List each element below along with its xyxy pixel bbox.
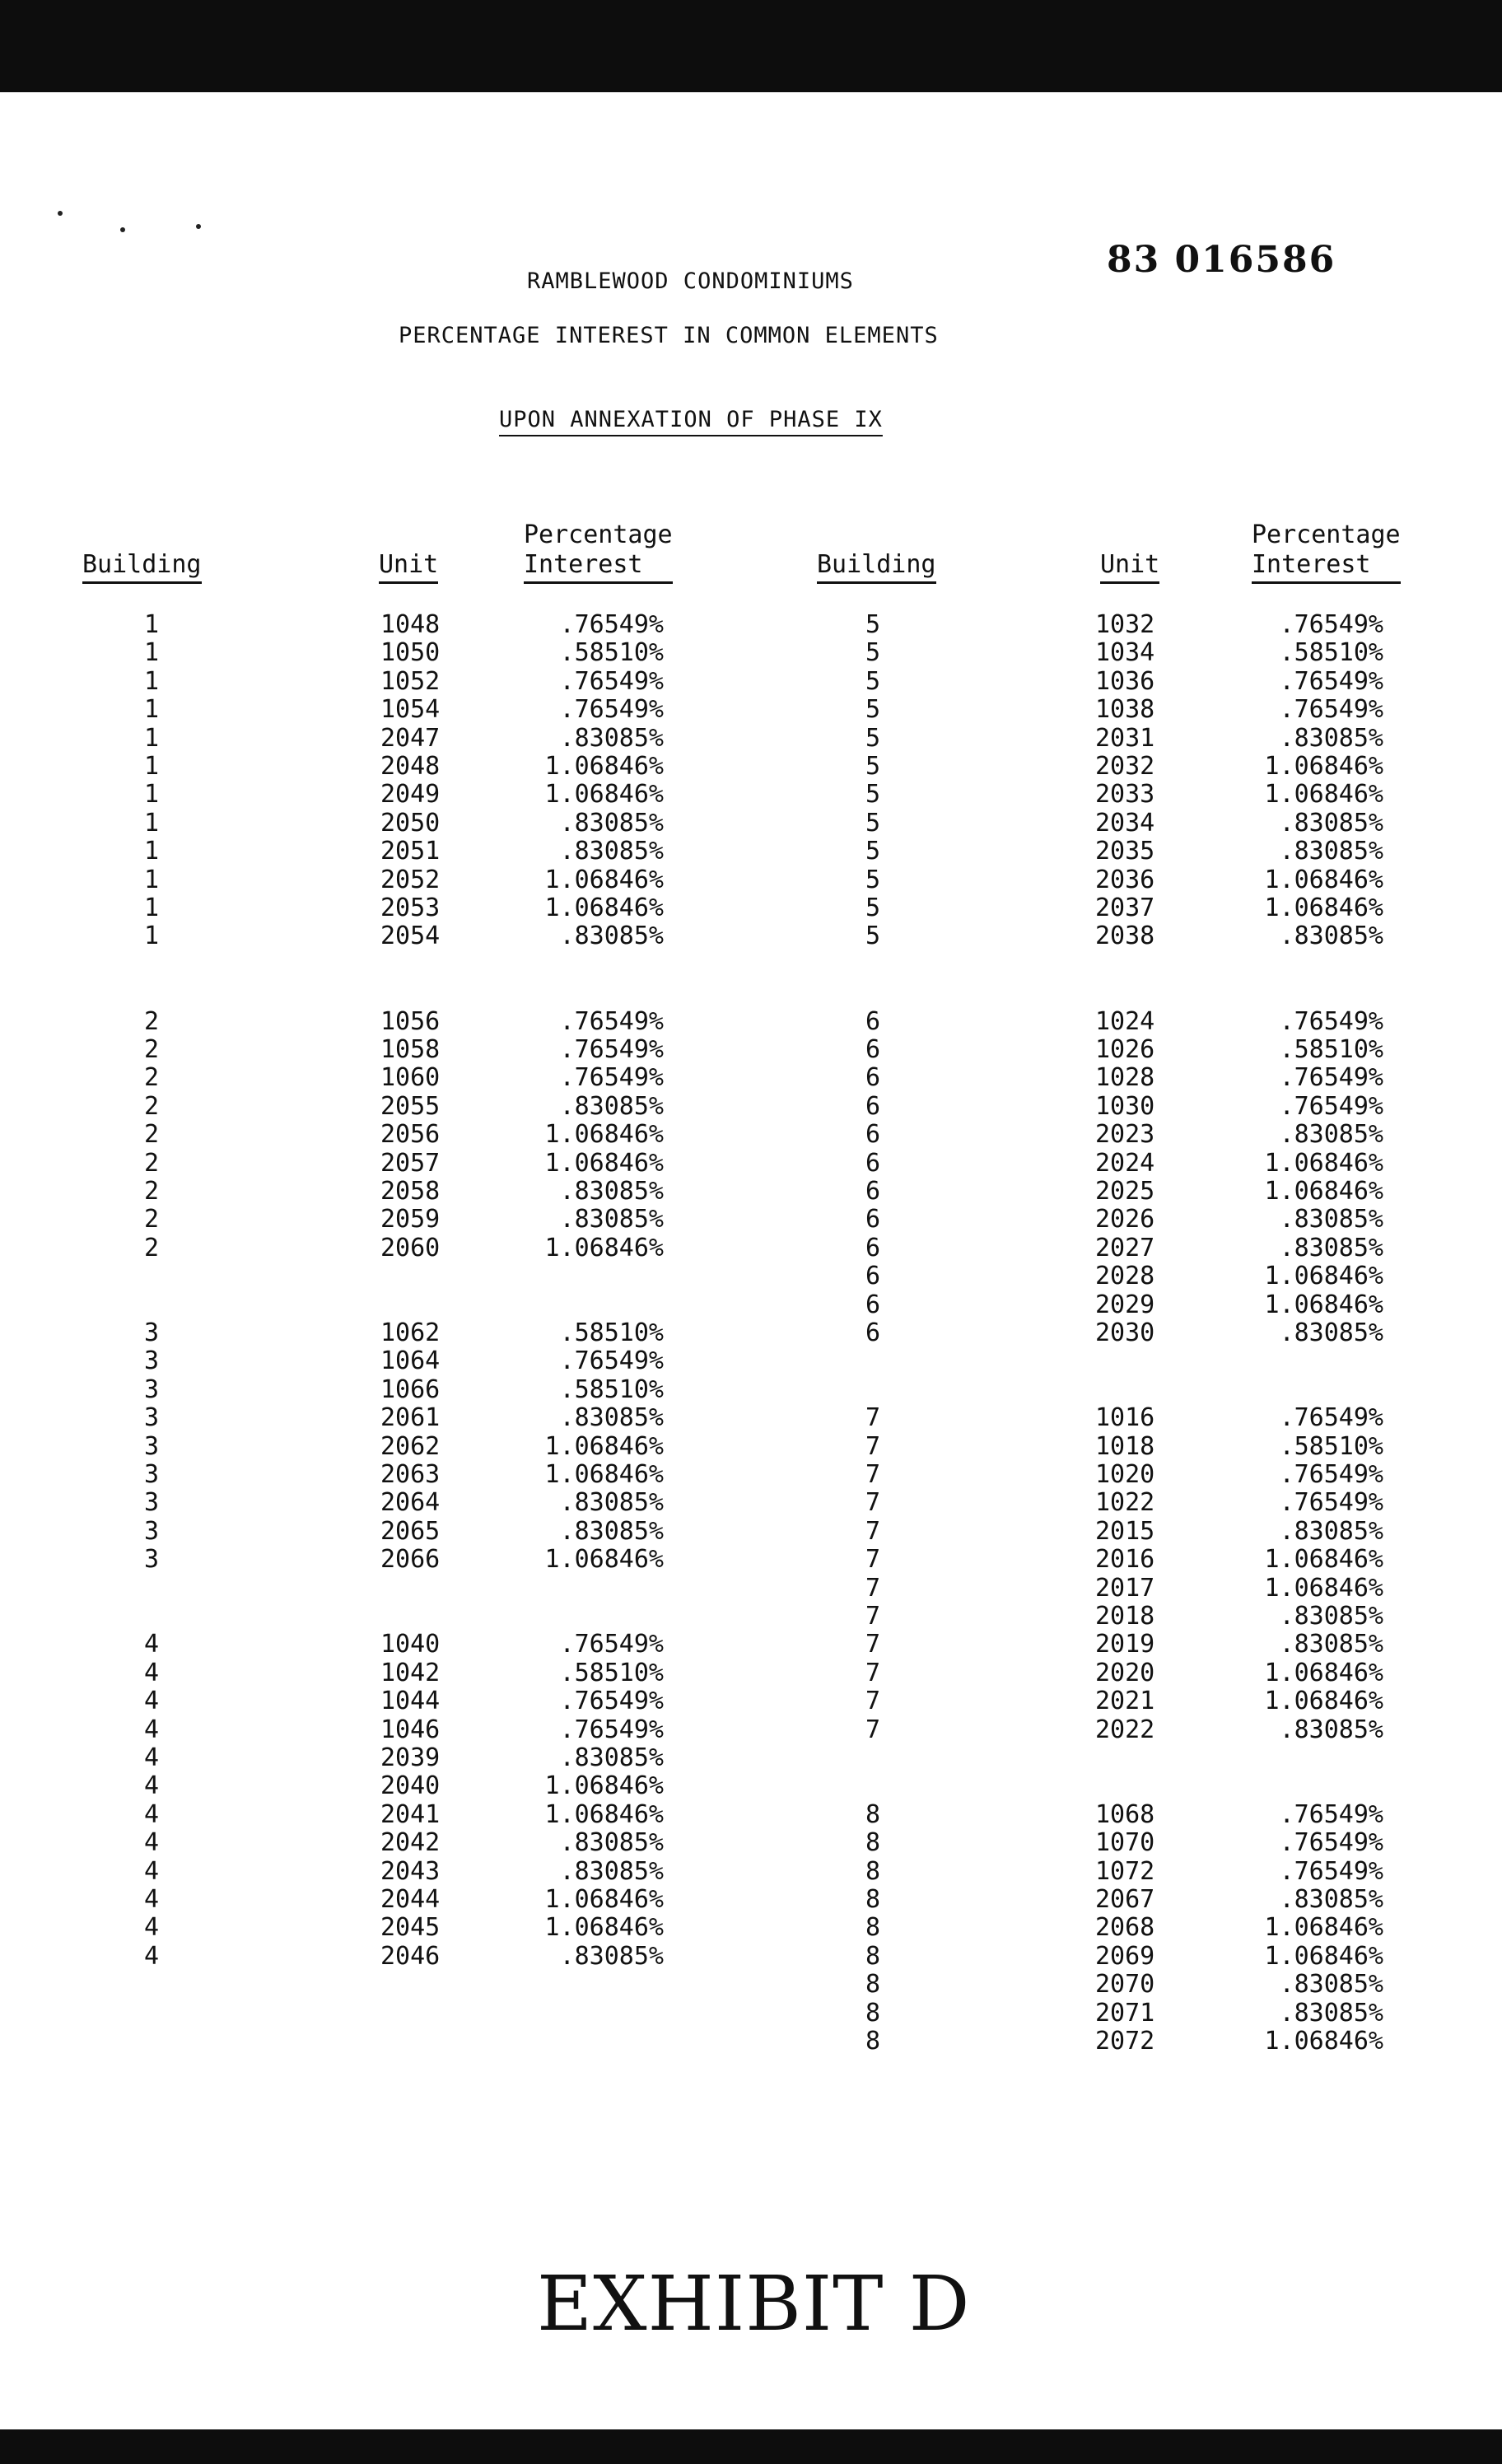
right-row-unit-cell: 2034 [1095, 808, 1155, 838]
left-row-percentage-cell: .76549% [559, 610, 664, 639]
left-row-percentage-cell: 1.06846% [544, 1771, 664, 1801]
left-row-percentage-cell: .76549% [559, 666, 664, 696]
right-row-building-cell: 6 [865, 1205, 881, 1234]
right-row-percentage-cell: .76549% [1279, 1006, 1383, 1036]
header-building-right: Building [817, 550, 936, 584]
left-row-percentage-cell: 1.06846% [544, 894, 664, 922]
left-row-building-cell: 1 [143, 894, 160, 922]
left-row-unit-cell: 1050 [380, 638, 441, 668]
right-row-percentage-cell: .58510% [1279, 1035, 1383, 1064]
title-line-3: UPON ANNEXATION OF PHASE IX [499, 407, 883, 432]
scan-speck [58, 211, 63, 216]
right-row-percentage-cell: .76549% [1279, 666, 1383, 696]
left-row-unit-cell: 2055 [380, 1091, 441, 1121]
right-row-unit-cell: 2019 [1095, 1630, 1155, 1659]
right-row-building-cell: 7 [865, 1460, 881, 1489]
left-row-building-cell: 2 [143, 1148, 160, 1178]
right-row-unit-cell: 1016 [1095, 1403, 1155, 1433]
right-row-percentage-cell: .76549% [1279, 1488, 1383, 1518]
right-row-percentage-cell: .83085% [1279, 1318, 1383, 1347]
right-row-building-cell: 8 [865, 1799, 881, 1829]
right-row-unit-cell: 2067 [1095, 1885, 1155, 1914]
left-row-percentage-cell: .76549% [559, 1630, 664, 1659]
left-row-building-cell: 1 [143, 922, 160, 951]
left-row-percentage-cell: 1.06846% [544, 1885, 664, 1914]
right-row-unit-cell: 2020 [1095, 1658, 1155, 1687]
right-row-building-cell: 5 [865, 695, 881, 725]
title-line-1: RAMBLEWOOD CONDOMINIUMS [527, 268, 854, 294]
right-row-unit-cell: 2023 [1095, 1120, 1155, 1150]
left-row-percentage-cell: .83085% [559, 1856, 664, 1886]
left-row-percentage-cell: 1.06846% [544, 1120, 664, 1150]
right-row-building-cell: 6 [865, 1148, 881, 1178]
right-row-building-cell: 8 [865, 1941, 881, 1971]
left-row-unit-cell: 2062 [380, 1431, 441, 1461]
left-row-unit-cell: 2057 [380, 1148, 441, 1178]
left-row-unit-cell: 2060 [380, 1233, 441, 1262]
left-row-unit-cell: 1052 [380, 666, 441, 696]
header-percentage-left: Percentage Interest [524, 520, 673, 584]
title-line-2: PERCENTAGE INTEREST IN COMMON ELEMENTS [399, 323, 939, 348]
header-unit-left: Unit [379, 550, 438, 584]
right-row-building-cell: 6 [865, 1290, 881, 1319]
right-row-unit-cell: 1072 [1095, 1856, 1155, 1886]
right-row-unit-cell: 2070 [1095, 1970, 1155, 2000]
right-row-unit-cell: 2029 [1095, 1290, 1155, 1319]
right-row-building-cell: 8 [865, 1856, 881, 1886]
header-building-left: Building [82, 550, 202, 584]
left-row-building-cell: 1 [143, 780, 160, 810]
left-row-unit-cell: 2054 [380, 922, 441, 951]
right-row-unit-cell: 2016 [1095, 1545, 1155, 1575]
left-row-percentage-cell: .83085% [559, 922, 664, 951]
right-row-percentage-cell: .83085% [1279, 1998, 1383, 2028]
left-row-building-cell: 3 [143, 1346, 160, 1376]
right-row-unit-cell: 1026 [1095, 1035, 1155, 1064]
right-row-unit-cell: 1018 [1095, 1431, 1155, 1461]
right-row-percentage-cell: 1.06846% [1264, 1177, 1383, 1206]
right-row-unit-cell: 2018 [1095, 1602, 1155, 1631]
left-row-building-cell: 1 [143, 666, 160, 696]
left-row-percentage-cell: 1.06846% [544, 1799, 664, 1829]
left-row-unit-cell: 2066 [380, 1545, 441, 1575]
right-row-percentage-cell: .76549% [1279, 1403, 1383, 1433]
right-row-percentage-cell: 1.06846% [1264, 1545, 1383, 1575]
scan-border-bottom [0, 2429, 1502, 2464]
right-row-unit-cell: 2068 [1095, 1913, 1155, 1943]
left-row-building-cell: 2 [143, 1233, 160, 1262]
left-row-percentage-cell: .83085% [559, 1177, 664, 1206]
left-row-percentage-cell: 1.06846% [544, 1913, 664, 1943]
scan-border-top [0, 0, 1502, 92]
left-row-unit-cell: 1042 [380, 1658, 441, 1687]
right-row-building-cell: 7 [865, 1687, 881, 1716]
right-row-percentage-cell: 1.06846% [1264, 865, 1383, 894]
left-row-building-cell: 4 [143, 1687, 160, 1716]
left-row-unit-cell: 2052 [380, 865, 441, 894]
right-row-percentage-cell: .83085% [1279, 808, 1383, 838]
right-row-unit-cell: 1038 [1095, 695, 1155, 725]
right-row-percentage-cell: .83085% [1279, 1715, 1383, 1744]
right-row-unit-cell: 1034 [1095, 638, 1155, 668]
left-row-building-cell: 4 [143, 1630, 160, 1659]
left-row-unit-cell: 2039 [380, 1743, 441, 1772]
right-row-unit-cell: 2027 [1095, 1233, 1155, 1262]
right-row-percentage-cell: .83085% [1279, 1885, 1383, 1914]
right-row-building-cell: 6 [865, 1035, 881, 1064]
left-row-building-cell: 4 [143, 1828, 160, 1858]
left-row-percentage-cell: .83085% [559, 1516, 664, 1546]
left-row-percentage-cell: .76549% [559, 1346, 664, 1376]
left-row-unit-cell: 2044 [380, 1885, 441, 1914]
left-row-building-cell: 1 [143, 610, 160, 639]
right-row-building-cell: 5 [865, 894, 881, 922]
right-row-unit-cell: 1022 [1095, 1488, 1155, 1518]
left-row-unit-cell: 2053 [380, 894, 441, 922]
left-row-building-cell: 3 [143, 1545, 160, 1575]
left-row-building-cell: 3 [143, 1318, 160, 1347]
right-row-building-cell: 6 [865, 1318, 881, 1347]
left-row-building-cell: 1 [143, 837, 160, 866]
left-row-unit-cell: 2046 [380, 1941, 441, 1971]
right-row-unit-cell: 2072 [1095, 2027, 1155, 2056]
left-row-building-cell: 4 [143, 1856, 160, 1886]
left-row-building-cell: 4 [143, 1941, 160, 1971]
right-row-unit-cell: 2036 [1095, 865, 1155, 894]
left-row-building-cell: 2 [143, 1091, 160, 1121]
left-row-percentage-cell: .58510% [559, 638, 664, 668]
left-row-percentage-cell: .58510% [559, 1374, 664, 1404]
right-row-unit-cell: 2033 [1095, 780, 1155, 810]
left-row-building-cell: 2 [143, 1120, 160, 1150]
left-row-percentage-cell: .76549% [559, 695, 664, 725]
right-row-percentage-cell: .83085% [1279, 837, 1383, 866]
left-row-building-cell: 2 [143, 1063, 160, 1093]
left-row-unit-cell: 2061 [380, 1403, 441, 1433]
left-row-percentage-cell: 1.06846% [544, 780, 664, 810]
left-row-percentage-cell: .83085% [559, 1941, 664, 1971]
left-row-unit-cell: 2041 [380, 1799, 441, 1829]
right-row-unit-cell: 2026 [1095, 1205, 1155, 1234]
left-row-unit-cell: 2048 [380, 752, 441, 781]
right-row-unit-cell: 1024 [1095, 1006, 1155, 1036]
right-row-building-cell: 8 [865, 1913, 881, 1943]
right-row-building-cell: 6 [865, 1233, 881, 1262]
right-row-building-cell: 7 [865, 1630, 881, 1659]
right-row-unit-cell: 1032 [1095, 610, 1155, 639]
left-row-unit-cell: 2063 [380, 1460, 441, 1489]
right-row-percentage-cell: .76549% [1279, 1091, 1383, 1121]
left-row-percentage-cell: 1.06846% [544, 1148, 664, 1178]
right-row-unit-cell: 1070 [1095, 1828, 1155, 1858]
right-row-percentage-cell: 1.06846% [1264, 1913, 1383, 1943]
left-row-percentage-cell: 1.06846% [544, 752, 664, 781]
left-row-building-cell: 3 [143, 1431, 160, 1461]
right-row-building-cell: 7 [865, 1516, 881, 1546]
right-row-building-cell: 6 [865, 1063, 881, 1093]
right-row-unit-cell: 2037 [1095, 894, 1155, 922]
left-row-unit-cell: 1058 [380, 1035, 441, 1064]
left-row-percentage-cell: 1.06846% [544, 1233, 664, 1262]
right-row-percentage-cell: 1.06846% [1264, 1573, 1383, 1603]
left-row-building-cell: 4 [143, 1771, 160, 1801]
left-row-building-cell: 2 [143, 1006, 160, 1036]
right-row-building-cell: 7 [865, 1431, 881, 1461]
right-row-building-cell: 7 [865, 1403, 881, 1433]
right-row-unit-cell: 1068 [1095, 1799, 1155, 1829]
right-row-building-cell: 5 [865, 723, 881, 753]
left-row-building-cell: 3 [143, 1374, 160, 1404]
right-row-percentage-cell: .83085% [1279, 1516, 1383, 1546]
right-row-building-cell: 5 [865, 666, 881, 696]
right-row-percentage-cell: .83085% [1279, 1602, 1383, 1631]
right-row-unit-cell: 2024 [1095, 1148, 1155, 1178]
right-row-percentage-cell: .58510% [1279, 1431, 1383, 1461]
left-row-building-cell: 1 [143, 638, 160, 668]
right-row-percentage-cell: 1.06846% [1264, 1262, 1383, 1291]
right-row-unit-cell: 1036 [1095, 666, 1155, 696]
right-row-building-cell: 5 [865, 808, 881, 838]
left-row-percentage-cell: 1.06846% [544, 1545, 664, 1575]
right-row-building-cell: 6 [865, 1006, 881, 1036]
right-row-percentage-cell: 1.06846% [1264, 1658, 1383, 1687]
right-row-building-cell: 5 [865, 922, 881, 951]
left-row-building-cell: 1 [143, 723, 160, 753]
document-number: 83 016586 [1107, 239, 1336, 281]
right-row-unit-cell: 2021 [1095, 1687, 1155, 1716]
left-row-percentage-cell: 1.06846% [544, 1431, 664, 1461]
exhibit-label: EXHIBIT D [537, 2260, 971, 2348]
left-row-unit-cell: 2043 [380, 1856, 441, 1886]
left-row-building-cell: 4 [143, 1658, 160, 1687]
header-percentage-right: Percentage Interest [1252, 520, 1401, 584]
left-row-unit-cell: 2059 [380, 1205, 441, 1234]
left-row-building-cell: 1 [143, 752, 160, 781]
right-row-building-cell: 7 [865, 1573, 881, 1603]
right-row-percentage-cell: .83085% [1279, 922, 1383, 951]
left-row-percentage-cell: .83085% [559, 1828, 664, 1858]
right-row-percentage-cell: .76549% [1279, 1799, 1383, 1829]
left-row-unit-cell: 2065 [380, 1516, 441, 1546]
left-row-unit-cell: 2047 [380, 723, 441, 753]
right-row-percentage-cell: 1.06846% [1264, 780, 1383, 810]
right-row-percentage-cell: .83085% [1279, 723, 1383, 753]
left-row-building-cell: 4 [143, 1913, 160, 1943]
right-row-unit-cell: 1020 [1095, 1460, 1155, 1489]
left-row-percentage-cell: .83085% [559, 1488, 664, 1518]
scan-speck [196, 224, 201, 229]
right-row-building-cell: 6 [865, 1120, 881, 1150]
right-row-unit-cell: 2035 [1095, 837, 1155, 866]
left-row-percentage-cell: .58510% [559, 1658, 664, 1687]
left-row-unit-cell: 1064 [380, 1346, 441, 1376]
left-row-unit-cell: 1054 [380, 695, 441, 725]
right-row-building-cell: 7 [865, 1545, 881, 1575]
left-row-building-cell: 3 [143, 1516, 160, 1546]
right-row-unit-cell: 2015 [1095, 1516, 1155, 1546]
right-row-percentage-cell: .76549% [1279, 1063, 1383, 1093]
right-row-unit-cell: 2030 [1095, 1318, 1155, 1347]
left-row-unit-cell: 2050 [380, 808, 441, 838]
right-row-unit-cell: 2032 [1095, 752, 1155, 781]
right-row-building-cell: 6 [865, 1177, 881, 1206]
right-row-percentage-cell: .83085% [1279, 1205, 1383, 1234]
right-row-building-cell: 5 [865, 837, 881, 866]
left-row-building-cell: 2 [143, 1205, 160, 1234]
left-row-percentage-cell: .83085% [559, 1743, 664, 1772]
right-row-building-cell: 8 [865, 2027, 881, 2056]
left-row-unit-cell: 2058 [380, 1177, 441, 1206]
right-row-percentage-cell: .83085% [1279, 1233, 1383, 1262]
left-row-unit-cell: 1046 [380, 1715, 441, 1744]
left-row-building-cell: 2 [143, 1177, 160, 1206]
right-row-percentage-cell: 1.06846% [1264, 2027, 1383, 2056]
right-row-building-cell: 5 [865, 865, 881, 894]
right-row-building-cell: 7 [865, 1658, 881, 1687]
left-row-percentage-cell: .76549% [559, 1006, 664, 1036]
right-row-percentage-cell: 1.06846% [1264, 1148, 1383, 1178]
left-row-percentage-cell: .83085% [559, 1205, 664, 1234]
left-row-building-cell: 4 [143, 1715, 160, 1744]
right-row-building-cell: 6 [865, 1091, 881, 1121]
right-row-percentage-cell: 1.06846% [1264, 1687, 1383, 1716]
right-row-percentage-cell: 1.06846% [1264, 752, 1383, 781]
left-row-percentage-cell: .76549% [559, 1035, 664, 1064]
left-row-unit-cell: 1044 [380, 1687, 441, 1716]
left-row-percentage-cell: .76549% [559, 1687, 664, 1716]
left-row-unit-cell: 1056 [380, 1006, 441, 1036]
left-row-percentage-cell: .83085% [559, 808, 664, 838]
right-row-percentage-cell: .83085% [1279, 1970, 1383, 2000]
right-row-unit-cell: 2028 [1095, 1262, 1155, 1291]
right-row-building-cell: 8 [865, 1885, 881, 1914]
right-row-percentage-cell: .76549% [1279, 1460, 1383, 1489]
left-row-unit-cell: 1062 [380, 1318, 441, 1347]
right-row-unit-cell: 2071 [1095, 1998, 1155, 2028]
right-row-percentage-cell: .83085% [1279, 1120, 1383, 1150]
right-row-percentage-cell: .76549% [1279, 1856, 1383, 1886]
right-row-building-cell: 6 [865, 1262, 881, 1291]
left-row-percentage-cell: .83085% [559, 837, 664, 866]
left-row-building-cell: 3 [143, 1488, 160, 1518]
right-row-percentage-cell: .83085% [1279, 1630, 1383, 1659]
left-row-percentage-cell: .83085% [559, 723, 664, 753]
right-row-percentage-cell: 1.06846% [1264, 894, 1383, 922]
left-row-unit-cell: 2056 [380, 1120, 441, 1150]
right-row-unit-cell: 2069 [1095, 1941, 1155, 1971]
right-row-percentage-cell: 1.06846% [1264, 1941, 1383, 1971]
right-row-building-cell: 8 [865, 1828, 881, 1858]
right-row-building-cell: 5 [865, 752, 881, 781]
scan-speck [120, 227, 125, 232]
left-row-building-cell: 3 [143, 1403, 160, 1433]
right-row-percentage-cell: 1.06846% [1264, 1290, 1383, 1319]
left-row-unit-cell: 2042 [380, 1828, 441, 1858]
left-row-percentage-cell: 1.06846% [544, 1460, 664, 1489]
left-row-unit-cell: 1040 [380, 1630, 441, 1659]
right-row-building-cell: 7 [865, 1488, 881, 1518]
left-row-unit-cell: 1060 [380, 1063, 441, 1093]
right-row-percentage-cell: .76549% [1279, 1828, 1383, 1858]
right-row-building-cell: 8 [865, 1998, 881, 2028]
left-row-unit-cell: 1048 [380, 610, 441, 639]
right-row-building-cell: 5 [865, 780, 881, 810]
left-row-percentage-cell: .58510% [559, 1318, 664, 1347]
right-row-unit-cell: 2017 [1095, 1573, 1155, 1603]
right-row-building-cell: 7 [865, 1602, 881, 1631]
left-row-percentage-cell: .76549% [559, 1715, 664, 1744]
right-row-building-cell: 5 [865, 610, 881, 639]
left-row-building-cell: 1 [143, 808, 160, 838]
right-row-unit-cell: 1028 [1095, 1063, 1155, 1093]
right-row-unit-cell: 1030 [1095, 1091, 1155, 1121]
left-row-unit-cell: 2040 [380, 1771, 441, 1801]
left-row-building-cell: 3 [143, 1460, 160, 1489]
right-row-building-cell: 8 [865, 1970, 881, 2000]
right-row-unit-cell: 2038 [1095, 922, 1155, 951]
right-row-unit-cell: 2025 [1095, 1177, 1155, 1206]
left-row-percentage-cell: .83085% [559, 1403, 664, 1433]
right-row-percentage-cell: .76549% [1279, 695, 1383, 725]
left-row-unit-cell: 2049 [380, 780, 441, 810]
left-row-unit-cell: 2045 [380, 1913, 441, 1943]
left-row-building-cell: 1 [143, 695, 160, 725]
right-row-percentage-cell: .76549% [1279, 610, 1383, 639]
left-row-percentage-cell: .83085% [559, 1091, 664, 1121]
left-row-building-cell: 4 [143, 1885, 160, 1914]
left-row-unit-cell: 1066 [380, 1374, 441, 1404]
right-row-unit-cell: 2031 [1095, 723, 1155, 753]
left-row-percentage-cell: 1.06846% [544, 865, 664, 894]
left-row-percentage-cell: .76549% [559, 1063, 664, 1093]
left-row-building-cell: 1 [143, 865, 160, 894]
left-row-building-cell: 4 [143, 1799, 160, 1829]
left-row-building-cell: 2 [143, 1035, 160, 1064]
right-row-building-cell: 7 [865, 1715, 881, 1744]
left-row-building-cell: 4 [143, 1743, 160, 1772]
left-row-unit-cell: 2051 [380, 837, 441, 866]
header-unit-right: Unit [1100, 550, 1159, 584]
right-row-building-cell: 5 [865, 638, 881, 668]
left-row-unit-cell: 2064 [380, 1488, 441, 1518]
right-row-unit-cell: 2022 [1095, 1715, 1155, 1744]
right-row-percentage-cell: .58510% [1279, 638, 1383, 668]
